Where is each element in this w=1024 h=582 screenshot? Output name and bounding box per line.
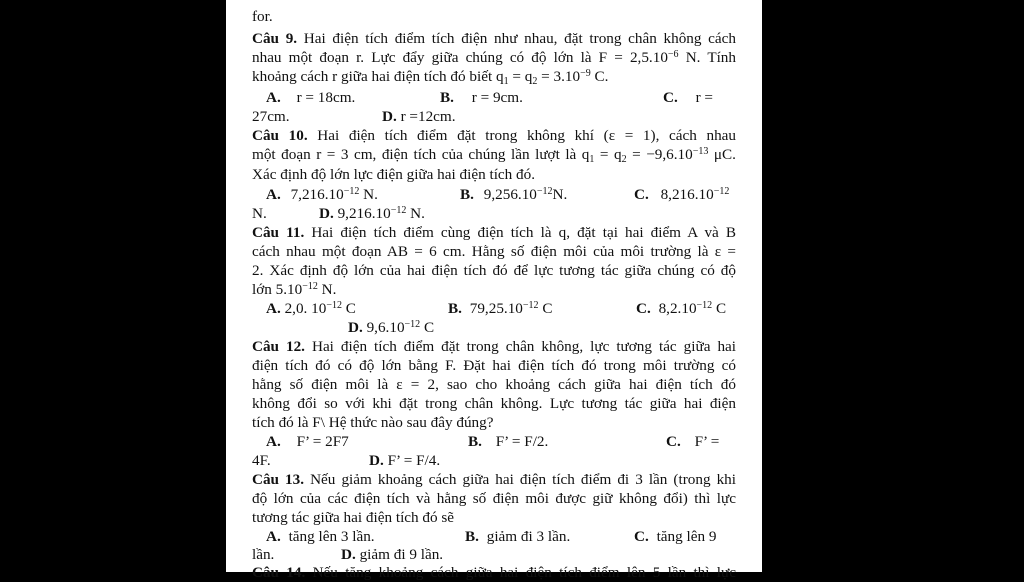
question-14-label: Câu 14. (252, 564, 306, 581)
question-13-option-b: B. giảm đi 3 lần. (465, 528, 571, 545)
question-10-line-1: Câu 10. Hai điện tích điểm đặt trong không khí (ε = 1), cách nhau (252, 127, 736, 144)
question-11-line-3: 2. Xác định độ lớn của hai điện tích đó để lực tương tác giữa chúng có độ (252, 262, 736, 279)
question-12-line-1: Câu 12. Hai điện tích điểm đặt trong chân không, lực tương tác giữa hai (252, 338, 736, 355)
question-11-option-c: C. $8,2.10^{-12}$ C (636, 300, 727, 317)
question-9-line-2: nhau một đoạn r. Lực đẩy giữa chúng có độ lớn là $F = 2,5.10^{-6}$ N. Tính (252, 49, 736, 66)
question-13-line-2: độ lớn của các điện tích và hằng số điện môi được giữ không đổi) thì lực (252, 490, 736, 507)
question-12-line-2: điện tích đó có độ lớn bằng F. Đặt hai điện tích đó trong môi trường có (252, 357, 736, 374)
question-13-line-3: tương tác giữa hai điện tích đó sẽ (252, 509, 455, 526)
question-12-option-b: B. F’ = F/2. (468, 433, 549, 450)
question-13-line-1: Câu 13. Nếu giảm khoảng cách giữa hai điện tích điểm đi 3 lần (trong khi (252, 471, 736, 488)
question-11-option-a: A. 2,0. $10^{-12}$ C (266, 300, 356, 317)
question-9-line-3: khoảng cách r giữa hai điện tích đó biết $q_1 = q_2 = 3.10^{-9}$ C. (252, 68, 609, 87)
question-12-line-3: hằng số điện môi là ε = 2, sao cho khoảng cách giữa hai điện tích đó (252, 376, 736, 393)
question-12-option-a: A. F’ = 2F7 (266, 433, 349, 450)
question-11-line-2: cách nhau một đoạn AB = 6 cm. Hằng số điện môi của môi trường là ε = (252, 243, 736, 260)
question-9-option-a: A. r = 18cm. (266, 89, 356, 106)
question-12-option-d: D. F’ = F/4. (369, 452, 441, 469)
question-10-line-3: Xác định độ lớn lực điện giữa hai điện tích đó. (252, 166, 536, 183)
question-10-option-a: A. $7,216.10^{-12}$ N. (266, 186, 378, 203)
question-14-line-1: Câu 14. Nếu tăng khoảng cách giữa hai điện tích điểm lên 5 lần thì lực (252, 564, 736, 581)
question-12-label: Câu 12. (252, 338, 305, 355)
document-page (226, 0, 762, 581)
question-11-label: Câu 11. (252, 224, 305, 241)
question-10-option-c-cont: N. (252, 205, 267, 222)
question-11-option-d: D. $9,6.10^{-12}$ C (348, 319, 435, 336)
question-11-line-1: Câu 11. Hai điện tích điểm cùng điện tích là q, đặt tại hai điểm A và B (252, 224, 736, 241)
question-10-line-2: một đoạn r = 3 cm, điện tích của chúng lần lượt là $q_1 = q_2 = -9,6.10^{-13}$ μC. (252, 146, 736, 165)
question-10-option-b: B. $9,256.10^{-12}N$. (460, 186, 568, 203)
question-10-option-c: C. $8,216.10^{-12}$ (634, 186, 730, 203)
question-12-line-5: tích đó là F\ Hệ thức nào sau đây đúng? (252, 414, 494, 431)
question-13-option-c: C. tăng lên 9 (634, 528, 717, 545)
question-12-option-c-cont: 4F. (252, 452, 271, 469)
question-12-option-c: C. F’ = (666, 433, 720, 450)
question-12-line-4: không đổi so với khi đặt trong chân không. Lực tương tác giữa hai điện (252, 395, 736, 412)
question-13-option-a: A. tăng lên 3 lần. (266, 528, 375, 545)
question-13-option-c-cont: lần. (252, 546, 275, 563)
question-11-option-b: B. $79,25.10^{-12}$ C (448, 300, 553, 317)
question-13-label: Câu 13. (252, 471, 305, 488)
question-9-option-d: D. r =12cm. (382, 108, 456, 125)
question-9-line-1: Câu 9. Hai điện tích điểm tích điện như nhau, đặt trong chân không cách (252, 30, 736, 47)
question-9-label: Câu 9. (252, 30, 298, 47)
question-9-option-c-cont: 27cm. (252, 108, 290, 125)
question-9-option-c: C. r = (663, 89, 713, 106)
question-11-line-4: lớn $5.10^{-12}$ N. (252, 281, 337, 298)
previous-question-tail: for. (252, 8, 273, 25)
question-13-option-d: D. giảm đi 9 lần. (341, 546, 444, 563)
question-9-option-b: B. r = 9cm. (440, 89, 523, 106)
question-10-label: Câu 10. (252, 127, 308, 144)
question-10-option-d: D. $9,216.10^{-12}$ N. (319, 205, 425, 222)
